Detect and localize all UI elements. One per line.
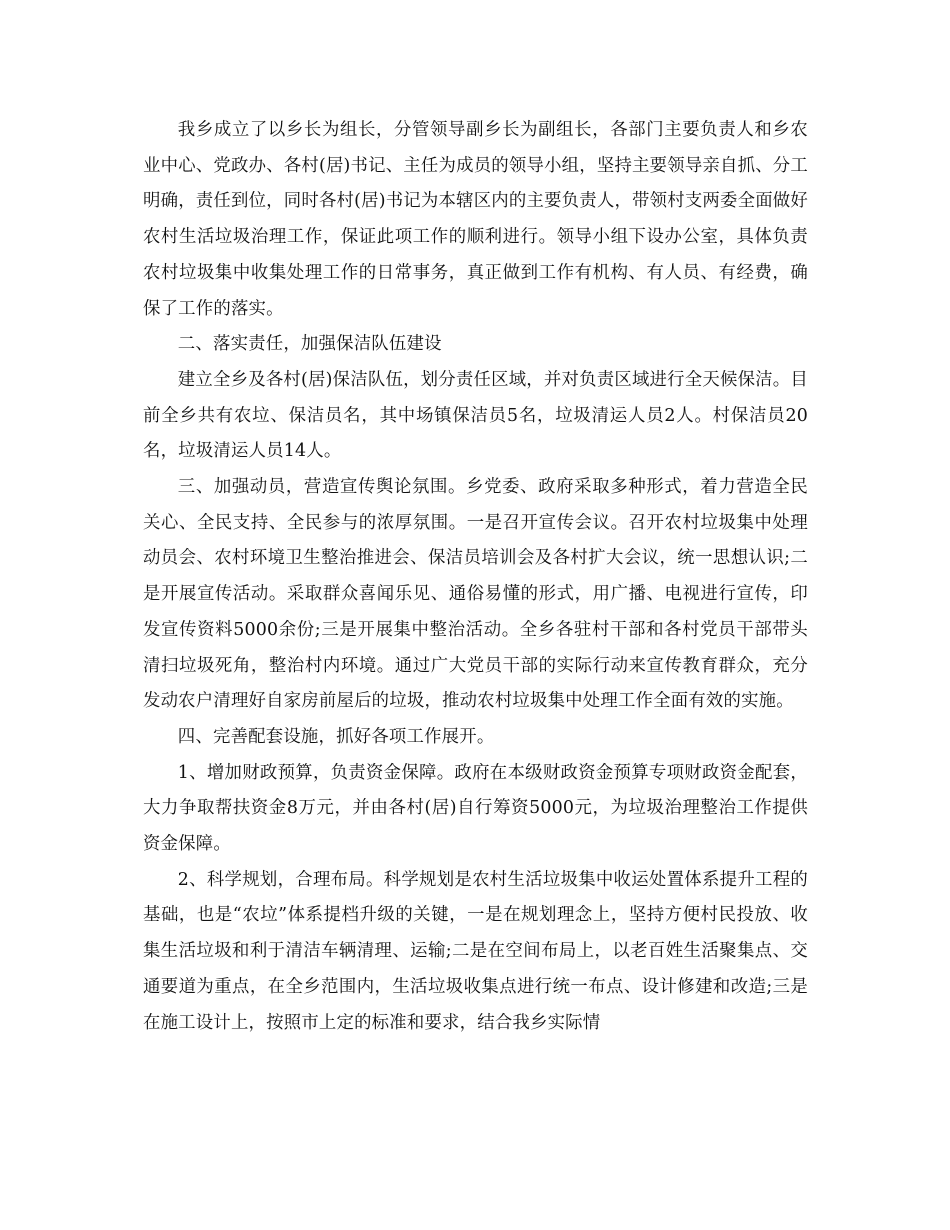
heading-section-four: 四、完善配套设施，抓好各项工作展开。 — [177, 726, 495, 747]
paragraph-section-three: 三、加强动员，营造宣传舆论氛围。乡党委、政府采取多种形式，着力营造全民关心、全民支持、全民参与的浓厚氛围。一是召开宣传会议。召开农村垃圾集中处理动员会、农村环境卫生整治推进会、保洁员培训会及各村扩大会议，统一思想认识;二是开展宣传活动。采取群众喜闻乐见、通俗易懂的形式，用广播、电视进行宣传，印发宣传资料5000余份;三是开展集中整治活动。全乡各驻村干部和各村党员干部带头清扫垃圾死角，整治村内环境。通过广大党员干部的实际行动来宣传教育群众，充分发动农户清理好自家房前屋后的垃圾，推动农村垃圾集中处理工作全面有效的实施。 — [143, 477, 808, 712]
paragraph-cleaning-team: 建立全乡及各村(居)保洁队伍，划分责任区域，并对负责区域进行全天候保洁。目前全乡共有农垃、保洁员名，其中场镇保洁员5名，垃圾清运人员2人。村保洁员20名，垃圾清运人员14人。 — [143, 369, 808, 462]
heading-section-two: 二、落实责任，加强保洁队伍建设 — [177, 334, 442, 355]
paragraph-item-two: 2、科学规划，合理布局。科学规划是农村生活垃圾集中收运处置体系提升工程的基础，也是“农垃”体系提档升级的关键，一是在规划理念上，坚持方便村民投放、收集生活垃圾和利于清洁车辆清理、运输;二是在空间布局上，以老百姓生活聚集点、交通要道为重点，在全乡范围内，生活垃圾收集点进行统一布点、设计修建和改造;三是在施工设计上，按照市上定的标准和要求，结合我乡实际情 — [143, 869, 808, 1033]
paragraph-item-one: 1、增加财政预算，负责资金保障。政府在本级财政资金预算专项财政资金配套，大力争取帮扶资金8万元，并由各村(居)自行筹资5000元，为垃圾治理整治工作提供资金保障。 — [143, 762, 808, 855]
paragraph-leadership-group: 我乡成立了以乡长为组长，分管领导副乡长为副组长，各部门主要负责人和乡农业中心、党政办、各村(居)书记、主任为成员的领导小组，坚持主要领导亲自抓、分工明确，责任到位，同时各村(居)书记为本辖区内的主要负责人，带领村支两委全面做好农村生活垃圾治理工作，保证此项工作的顺利进行。领导小组下设办公室，具体负责农村垃圾集中收集处理工作的日常事务，真正做到工作有机构、有人员、有经费，确保了工作的落实。 — [143, 120, 808, 319]
document-page — [143, 113, 808, 1041]
